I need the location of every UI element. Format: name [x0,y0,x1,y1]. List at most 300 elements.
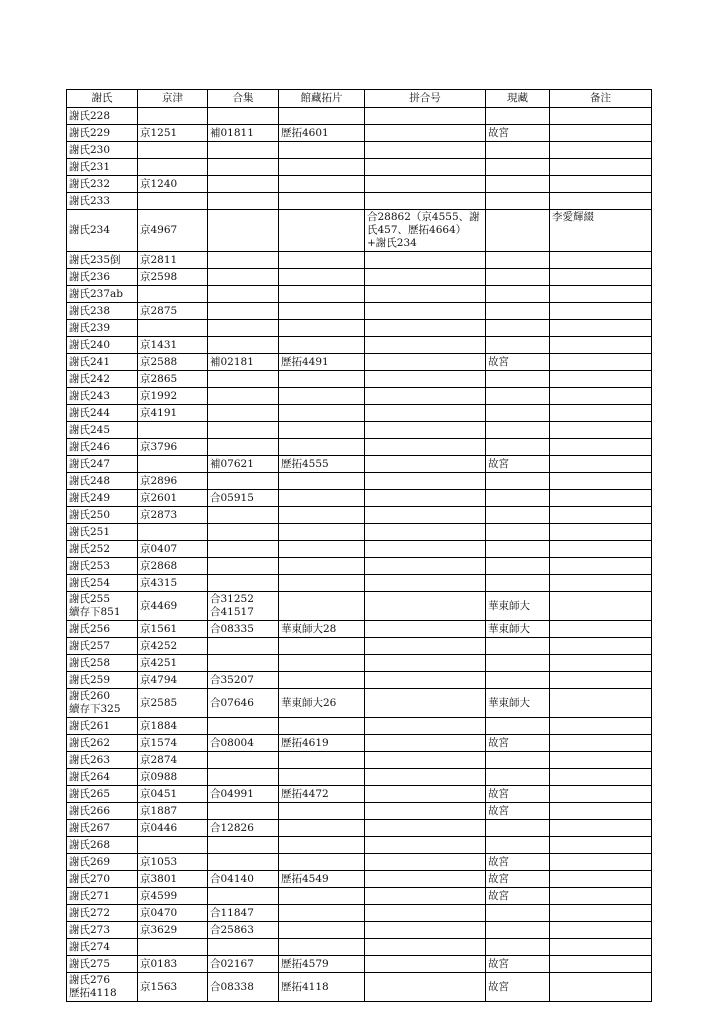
beizhu-cell [550,592,652,621]
pinhe-cell [365,371,486,388]
beizhu-cell [550,252,652,269]
pinhe-cell [365,888,486,905]
beizhu-cell [550,524,652,541]
jingjin-cell: 京4599 [138,888,208,905]
pinhe-cell [365,541,486,558]
xieshi-cell: 謝氏268 [67,837,138,854]
beizhu-cell [550,142,652,159]
guancang-cell [279,176,365,193]
heji-cell [208,142,279,159]
heji-cell [208,752,279,769]
jingjin-cell: 京2601 [138,490,208,507]
guancang-cell [279,269,365,286]
heji-cell: 合31252 合41517 [208,592,279,621]
table-row [67,837,652,854]
pinhe-cell [365,473,486,490]
jingjin-cell: 京0470 [138,905,208,922]
guancang-cell [279,337,365,354]
beizhu-cell [550,439,652,456]
guancang-cell: 歷拓4619 [279,735,365,752]
heji-cell [208,507,279,524]
guancang-cell: 歷拓4579 [279,956,365,973]
jingjin-cell [138,837,208,854]
table-row [67,689,652,718]
beizhu-cell [550,159,652,176]
beizhu-cell [550,320,652,337]
xiancang-cell: 故宮 [486,354,550,371]
jingjin-cell [138,422,208,439]
jingjin-cell: 京2588 [138,354,208,371]
table-row [67,672,652,689]
xieshi-cell: 謝氏259 [67,672,138,689]
xiancang-cell [486,405,550,422]
beizhu-cell [550,973,652,1002]
beizhu-cell [550,269,652,286]
beizhu-cell [550,388,652,405]
jingjin-cell: 京2896 [138,473,208,490]
xieshi-cell: 謝氏263 [67,752,138,769]
table-row [67,490,652,507]
xieshi-cell: 謝氏264 [67,769,138,786]
heji-cell: 合08004 [208,735,279,752]
xieshi-cell: 謝氏255 續存下851 [67,592,138,621]
xieshi-cell: 謝氏250 [67,507,138,524]
xieshi-cell: 謝氏236 [67,269,138,286]
beizhu-cell [550,303,652,320]
xieshi-cell: 謝氏242 [67,371,138,388]
pinhe-cell [365,159,486,176]
pinhe-cell [365,786,486,803]
table-row [67,854,652,871]
header-heji: 合集 [208,90,279,108]
pinhe-cell [365,837,486,854]
xiancang-cell [486,193,550,210]
heji-cell [208,575,279,592]
beizhu-cell [550,125,652,142]
heji-cell [208,337,279,354]
jingjin-cell: 京1887 [138,803,208,820]
xieshi-cell: 謝氏262 [67,735,138,752]
pinhe-cell [365,621,486,638]
guancang-cell [279,490,365,507]
xiancang-cell [486,320,550,337]
beizhu-cell [550,888,652,905]
xiancang-cell [486,718,550,735]
header-jingjin: 京津 [138,90,208,108]
jingjin-cell [138,320,208,337]
heji-cell: 合02167 [208,956,279,973]
heji-cell: 合04140 [208,871,279,888]
xieshi-cell: 謝氏247 [67,456,138,473]
guancang-cell: 歷拓4118 [279,973,365,1002]
xiancang-cell [486,422,550,439]
guancang-cell [279,558,365,575]
xiancang-cell [486,159,550,176]
pinhe-cell [365,524,486,541]
table-row [67,176,652,193]
heji-cell [208,718,279,735]
jingjin-cell [138,286,208,303]
xiancang-cell [486,439,550,456]
concordance-table [66,89,652,1002]
xieshi-cell: 謝氏240 [67,337,138,354]
table-row [67,558,652,575]
guancang-cell [279,837,365,854]
guancang-cell [279,142,365,159]
xiancang-cell [486,507,550,524]
heji-cell: 補07621 [208,456,279,473]
beizhu-cell [550,837,652,854]
xieshi-cell: 謝氏253 [67,558,138,575]
jingjin-cell: 京1992 [138,388,208,405]
table-row [67,405,652,422]
heji-cell [208,524,279,541]
pinhe-cell [365,439,486,456]
table-row [67,337,652,354]
xieshi-cell: 謝氏266 [67,803,138,820]
pinhe-cell [365,973,486,1002]
xiancang-cell: 故宮 [486,973,550,1002]
beizhu-cell [550,672,652,689]
xiancang-cell [486,769,550,786]
heji-cell [208,888,279,905]
beizhu-cell [550,939,652,956]
guancang-cell: 歷拓4491 [279,354,365,371]
jingjin-cell: 京1574 [138,735,208,752]
xieshi-cell: 謝氏245 [67,422,138,439]
xiancang-cell: 故宮 [486,854,550,871]
beizhu-cell [550,956,652,973]
xiancang-cell: 華東師大 [486,689,550,718]
table-row [67,303,652,320]
heji-cell: 補01811 [208,125,279,142]
xieshi-cell: 謝氏249 [67,490,138,507]
table-row [67,473,652,490]
jingjin-cell: 京1251 [138,125,208,142]
pinhe-cell [365,638,486,655]
table-body [67,108,652,1002]
jingjin-cell: 京0183 [138,956,208,973]
table-row [67,439,652,456]
guancang-cell [279,939,365,956]
xiancang-cell [486,303,550,320]
guancang-cell [279,252,365,269]
table-row [67,956,652,973]
pinhe-cell [365,176,486,193]
heji-cell: 合08335 [208,621,279,638]
table-row [67,973,652,1002]
xieshi-cell: 謝氏257 [67,638,138,655]
guancang-cell [279,888,365,905]
header-beizhu: 备注 [550,90,652,108]
xieshi-cell: 謝氏256 [67,621,138,638]
beizhu-cell [550,769,652,786]
xiancang-cell [486,371,550,388]
pinhe-cell [365,388,486,405]
guancang-cell [279,286,365,303]
beizhu-cell [550,456,652,473]
xiancang-cell: 故宮 [486,786,550,803]
table-row [67,210,652,252]
jingjin-cell: 京4967 [138,210,208,252]
jingjin-cell: 京1240 [138,176,208,193]
pinhe-cell [365,672,486,689]
xieshi-cell: 謝氏270 [67,871,138,888]
xieshi-cell: 謝氏239 [67,320,138,337]
heji-cell [208,303,279,320]
table-row [67,286,652,303]
xieshi-cell: 謝氏271 [67,888,138,905]
guancang-cell: 華東師大26 [279,689,365,718]
beizhu-cell [550,371,652,388]
xieshi-cell: 謝氏228 [67,108,138,125]
header-guancang-tapian: 館藏拓片 [279,90,365,108]
guancang-cell [279,655,365,672]
xiancang-cell [486,672,550,689]
pinhe-cell [365,337,486,354]
pinhe-cell [365,939,486,956]
table-row [67,320,652,337]
beizhu-cell [550,786,652,803]
table-row [67,456,652,473]
beizhu-cell [550,905,652,922]
table-row [67,922,652,939]
heji-cell [208,320,279,337]
beizhu-cell [550,752,652,769]
xieshi-cell: 謝氏248 [67,473,138,490]
jingjin-cell: 京4191 [138,405,208,422]
heji-cell: 合04991 [208,786,279,803]
xiancang-cell: 故宮 [486,956,550,973]
pinhe-cell [365,490,486,507]
beizhu-cell [550,286,652,303]
guancang-cell [279,210,365,252]
heji-cell: 合35207 [208,672,279,689]
guancang-cell [279,193,365,210]
jingjin-cell: 京0407 [138,541,208,558]
xieshi-cell: 謝氏273 [67,922,138,939]
xiancang-cell [486,541,550,558]
xiancang-cell [486,269,550,286]
xieshi-cell: 謝氏260 續存下325 [67,689,138,718]
guancang-cell [279,541,365,558]
xiancang-cell [486,210,550,252]
xieshi-cell: 謝氏229 [67,125,138,142]
xieshi-cell: 謝氏252 [67,541,138,558]
guancang-cell: 華東師大28 [279,621,365,638]
xieshi-cell: 謝氏234 [67,210,138,252]
guancang-cell [279,303,365,320]
xieshi-cell: 謝氏265 [67,786,138,803]
beizhu-cell [550,193,652,210]
guancang-cell [279,405,365,422]
heji-cell [208,473,279,490]
jingjin-cell: 京2873 [138,507,208,524]
beizhu-cell [550,490,652,507]
table-row [67,125,652,142]
xieshi-cell: 謝氏237ab [67,286,138,303]
jingjin-cell: 京2865 [138,371,208,388]
beizhu-cell [550,922,652,939]
guancang-cell [279,638,365,655]
pinhe-cell [365,871,486,888]
guancang-cell [279,672,365,689]
pinhe-cell [365,575,486,592]
jingjin-cell: 京2875 [138,303,208,320]
table-row [67,820,652,837]
heji-cell: 補02181 [208,354,279,371]
pinhe-cell [365,752,486,769]
xieshi-cell: 謝氏246 [67,439,138,456]
heji-cell [208,422,279,439]
table-row [67,507,652,524]
jingjin-cell: 京0451 [138,786,208,803]
heji-cell: 合11847 [208,905,279,922]
jingjin-cell [138,193,208,210]
table-row [67,752,652,769]
xiancang-cell: 故宮 [486,871,550,888]
heji-cell [208,854,279,871]
table-row [67,803,652,820]
xieshi-cell: 謝氏258 [67,655,138,672]
table-row [67,159,652,176]
pinhe-cell [365,405,486,422]
header-row [67,90,652,108]
heji-cell: 合05915 [208,490,279,507]
guancang-cell [279,388,365,405]
jingjin-cell [138,456,208,473]
pinhe-cell [365,922,486,939]
jingjin-cell: 京2585 [138,689,208,718]
jingjin-cell: 京2868 [138,558,208,575]
guancang-cell [279,159,365,176]
heji-cell [208,769,279,786]
xieshi-cell: 謝氏269 [67,854,138,871]
xieshi-cell: 謝氏274 [67,939,138,956]
xieshi-cell: 謝氏238 [67,303,138,320]
table-row [67,638,652,655]
xiancang-cell [486,922,550,939]
guancang-cell [279,422,365,439]
beizhu-cell [550,176,652,193]
xiancang-cell [486,490,550,507]
pinhe-cell [365,303,486,320]
table-row [67,142,652,159]
jingjin-cell: 京2874 [138,752,208,769]
pinhe-cell [365,956,486,973]
xiancang-cell [486,575,550,592]
pinhe-cell [365,735,486,752]
jingjin-cell: 京0988 [138,769,208,786]
xiancang-cell: 故宮 [486,735,550,752]
heji-cell: 合12826 [208,820,279,837]
heji-cell [208,269,279,286]
heji-cell [208,803,279,820]
xiancang-cell [486,524,550,541]
heji-cell [208,388,279,405]
table-row [67,769,652,786]
heji-cell [208,193,279,210]
pinhe-cell [365,193,486,210]
guancang-cell: 歷拓4472 [279,786,365,803]
guancang-cell [279,108,365,125]
xieshi-cell: 謝氏261 [67,718,138,735]
header-xiancang: 現藏 [486,90,550,108]
pinhe-cell [365,286,486,303]
jingjin-cell [138,142,208,159]
guancang-cell [279,752,365,769]
header-pinhe-hao: 拼合号 [365,90,486,108]
beizhu-cell [550,108,652,125]
beizhu-cell [550,337,652,354]
guancang-cell: 歷拓4549 [279,871,365,888]
heji-cell [208,371,279,388]
pinhe-cell [365,507,486,524]
pinhe-cell [365,422,486,439]
pinhe-cell [365,769,486,786]
guancang-cell [279,854,365,871]
xiancang-cell [486,108,550,125]
guancang-cell [279,507,365,524]
heji-cell [208,405,279,422]
heji-cell [208,159,279,176]
table-row [67,592,652,621]
xiancang-cell [486,837,550,854]
table-row [67,422,652,439]
heji-cell [208,837,279,854]
guancang-cell [279,575,365,592]
table-row [67,718,652,735]
pinhe-cell [365,142,486,159]
jingjin-cell: 京4794 [138,672,208,689]
beizhu-cell [550,735,652,752]
catalog-sheet [66,89,652,1002]
jingjin-cell: 京2598 [138,269,208,286]
beizhu-cell [550,541,652,558]
xiancang-cell [486,820,550,837]
jingjin-cell [138,939,208,956]
xieshi-cell: 謝氏251 [67,524,138,541]
heji-cell [208,655,279,672]
jingjin-cell: 京4252 [138,638,208,655]
guancang-cell [279,718,365,735]
xiancang-cell [486,176,550,193]
guancang-cell: 歷拓4601 [279,125,365,142]
jingjin-cell: 京2811 [138,252,208,269]
heji-cell [208,176,279,193]
table-row [67,939,652,956]
jingjin-cell: 京1563 [138,973,208,1002]
heji-cell [208,108,279,125]
table-row [67,193,652,210]
pinhe-cell [365,718,486,735]
jingjin-cell: 京1561 [138,621,208,638]
heji-cell [208,541,279,558]
jingjin-cell: 京4469 [138,592,208,621]
xiancang-cell: 故宮 [486,888,550,905]
jingjin-cell [138,159,208,176]
pinhe-cell [365,820,486,837]
table-row [67,269,652,286]
pinhe-cell [365,125,486,142]
table-row [67,524,652,541]
xiancang-cell: 故宮 [486,125,550,142]
beizhu-cell [550,655,652,672]
beizhu-cell [550,854,652,871]
xiancang-cell [486,142,550,159]
guancang-cell: 歷拓4555 [279,456,365,473]
heji-cell [208,638,279,655]
